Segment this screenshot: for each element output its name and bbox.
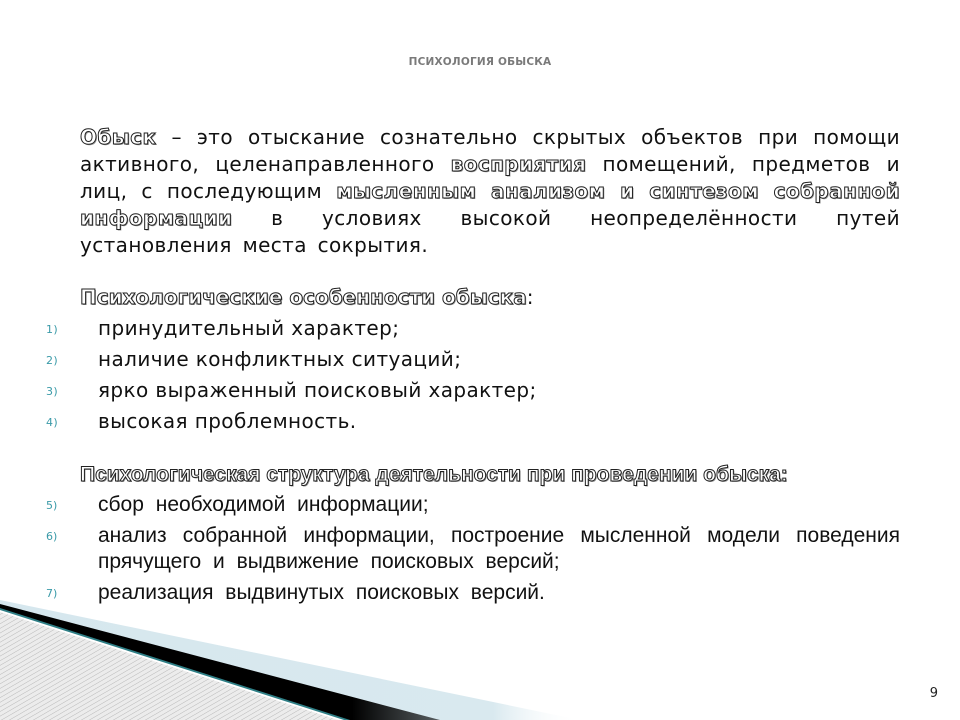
list-number: 1) (46, 323, 59, 336)
term-analysis-synthesis: мысленным анализом и синтезом собранной информации (80, 179, 900, 230)
list-number: 6) (46, 530, 58, 543)
features-list (46, 315, 900, 435)
list-number: 3) (46, 385, 59, 398)
list-number: 5) (46, 499, 58, 512)
list-item: 5) сбор необходимой информации; (80, 492, 900, 518)
page-number: 9 (929, 686, 938, 701)
term-obysk: Обыск (80, 125, 157, 149)
structure-list (46, 492, 900, 606)
list-item: 2) наличие конфликтных ситуаций; (80, 346, 900, 373)
definition-paragraph (80, 124, 900, 259)
list-item: 6) анализ собранной информации, построение мысленной модели поведения прячущего и выдвижение поисковых версий; (46, 524, 900, 573)
list-item: 1) принудительный характер; (80, 315, 900, 342)
slide-body (46, 124, 900, 611)
list-number: 4) (46, 416, 59, 429)
list-item: 3) ярко выраженный поисковый характер; (80, 377, 900, 404)
section1-heading: Психологические особенности обыска: (80, 285, 534, 309)
list-item: 7) реализация выдвинутых поисковых версий. (80, 580, 900, 606)
slide-title: ПСИХОЛОГИЯ ОБЫСКА (408, 56, 552, 68)
definition-text-1: – это отыскание сознательно скрытых объектов при помощи активного, целенаправленного (80, 125, 900, 176)
term-perception: восприятия (450, 152, 587, 176)
list-number: 2) (46, 354, 59, 367)
definition-text-2: помещений, предметов и лиц, с последующим (80, 152, 900, 203)
list-number: 7) (46, 587, 58, 600)
list-item: 4) высокая проблемность. (80, 408, 900, 435)
definition-text-3: в условиях высокой неопределённости путей установления места сокрытия. (80, 206, 900, 257)
section2-heading: Психологическая структура деятельности при проведении обыска: (80, 463, 788, 486)
